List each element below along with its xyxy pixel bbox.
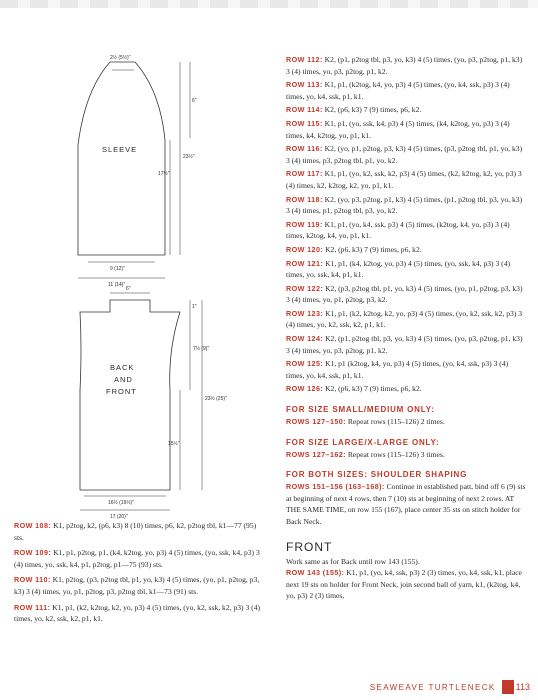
shoulder-heading: FOR BOTH SIZES: SHOULDER SHAPING [286,470,468,480]
row-125: ROW 125: K1, p1 (k2tog, k4, yo, p3) 4 (5) times, (yo, k4, ssk, p3) 3 (4) times, yo, k4, ssk, p1, k1. [286,359,509,380]
row-119: ROW 119: K1, p1, (yo, k4, ssk, p3) 4 (5) times, (k2tog, k4, yo, p3) 3 (4) times, k2tog, k4, yo, p1, k1. [286,219,510,241]
row-108: ROW 108: K1, p2tog, k2, (p6, k3) 8 (10) times, p6, k2, p2tog tbl, k1—77 (95) sts. [14,521,257,542]
footer-marker [502,680,514,694]
body-hem-width-2: 17 (20)" [110,514,128,520]
sleeve-wrist-width: 9 (12)" [110,266,125,272]
row-122: ROW 122: K2, (p3, p2tog tbl, p1, yo, k3) 4 (5) times, (yo, p1, p2tog, p3, k3) 3 (4) times, yo, p1, p2tog, p3, k2. [286,283,523,305]
row-116: ROW 116: K2, (yo, p1, p2tog, p3, k3) 4 (5) times, (p3, p2tog tbl, p1, yo, k3) 3 (4) times, p3, p2tog tbl, p1, yo, k2. [286,144,523,165]
front-title: FRONT [286,539,333,554]
shoulder-rows: ROWS 151–156 (163–168): Continue in established patt, bind off 6 (9) sts at beginning of next 4 rows, then 7 (10) sts at beginning of next 2 rows. AT THE SAME TIME, on row 155 (167), place center 35 sts on stitch holder for Back Neck. [286,482,526,526]
body-total-height: 23½ (25)" [205,396,227,402]
row-118: ROW 118: K2, (yo, p3, p2tog, p1, k3) 4 (5) times, (p1, p2tog tbl, p3, yo, k3) 3 (4) times, p1, p2tog tbl, p3, yo, k2. [286,194,523,216]
front-intro: Work same as for Back until row 143 (155). [286,556,420,566]
body-armhole-height: 7½ (9)" [193,346,210,352]
left-instructions [14,520,264,629]
row-126: ROW 126: K2, (p6, k3) 7 (9) times, p6, k2. [286,384,422,394]
row-112: ROW 112: K2, (p1, p2tog tbl, p3, yo, k3) 4 (5) times, (yo, p3, p2tog, p1, k3) 3 (4) times, yo, p3, p2tog, p1, k2. [286,55,523,76]
schematic-diagram [40,50,290,560]
body-label-back: BACK [110,363,135,372]
row-120: ROW 120: K2, (p6, k3) 7 (9) times, p6, k2. [286,244,422,254]
body-neck-height: 1" [192,304,197,310]
row-121: ROW 121: K1, p1, (k4, k2tog, yo, p3) 4 (5) times, (yo, ssk, k4, p3) 3 (4) times, yo, ssk, k4, p1, k1. [286,258,511,280]
sleeve-outline [78,62,165,255]
footer-title: SEAWEAVE TURTLENECK [369,682,496,692]
body-lower-height: 15½" [168,441,180,447]
size-large-heading: FOR SIZE LARGE/X-LARGE ONLY: [286,437,440,447]
size-small-rows: ROWS 127–150: Repeat rows (115–126) 2 times. [286,417,445,427]
size-large-rows: ROWS 127–162: Repeat rows (115–126) 3 times. [286,449,445,459]
sleeve-top-width: 2½ (5½)" [110,55,131,61]
size-small-heading: FOR SIZE SMALL/MEDIUM ONLY: [286,405,435,415]
row-123: ROW 123: K1, p1, (k2, k2tog, k2, yo, p3) 4 (5) times, (yo, k2, ssk, k2, p3) 3 (4) times, yo, k2, ssk, k2, p1, k1. [286,308,523,330]
row-113: ROW 113: K1, p1, (k2tog, k4, yo, p3) 4 (5) times, (yo, k4, ssk, p3) 3 (4) times, yo, k4, ssk, p1, k1. [286,80,510,101]
sleeve-full-width: 11 (14)" [108,282,126,288]
body-label-and: AND [114,375,133,384]
body-hem-width-1: 16½ (19½)" [108,500,134,506]
front-row-143: ROW 143 (155): K1, p1, (yo, k4, ssk, p3) 2 (3) times, yo, k4, ssk, k1, place next 19 sts on holder for Front Neck, join second ball of yarn, k1, (k2tog, k4, yo, p3) 2 (3) times, [286,568,522,601]
body-neck-width: 6" [126,286,131,292]
page-number: 113 [515,682,530,692]
row-109: ROW 109: K1, p1, p2tog, p1, (k4, k2tog, yo, p3) 4 (5) times, (yo, ssk, k4, p3) 3 (4) times, yo, ssk, k4, p1, p2tog, p1—75 (93) sts. [14,548,260,569]
row-110: ROW 110: K1, p2tog, (p3, p2tog tbl, p1, yo, k3) 4 (5) times, (yo, p1, p2tog, p3, k3) 3 (4) times, yo, p1, p2tog, p3, p2tog tbl, k1—73 (91) sts. [14,575,260,596]
sleeve-label: SLEEVE [102,145,138,154]
row-111: ROW 111: K1, p1, (k2, k2tog, k2, yo, p3) 4 (5) times, (yo, k2, ssk, k2, p3) 3 (4) times, yo, k2, ssk, k2, p1, k1. [14,602,261,624]
row-115: ROW 115: K1, p1, (yo, ssk, k4, p3) 4 (5) times, (k4, k2tog, yo, p3) 3 (4) times, k4, k2tog, yo, p1, k1. [286,118,510,140]
row-124: ROW 124: K2, (p1, p2tog tbl, p3, yo, k3) 4 (5) times, (yo, p3, p2tog, p1, k3) 3 (4) times, yo, p3, p2tog, p1, k2. [286,334,523,355]
right-instructions [286,54,526,604]
header-strip [0,0,538,8]
row-114: ROW 114: K2, (p6, k3) 7 (9) times, p6, k2. [286,105,422,115]
body-label-front: FRONT [106,387,137,396]
sleeve-lower-height: 17½" [158,171,170,177]
row-117: ROW 117: K1, p1, (yo, k2, ssk, k2, p3) 4 (5) times, (k2, k2tog, k2, yo, p3) 3 (4) times, k2, k2tog, k2, yo, p1, k1. [286,169,522,190]
sleeve-total-height: 23½" [183,154,195,160]
page-footer [370,680,530,694]
sleeve-cap-height: 6" [192,98,197,104]
